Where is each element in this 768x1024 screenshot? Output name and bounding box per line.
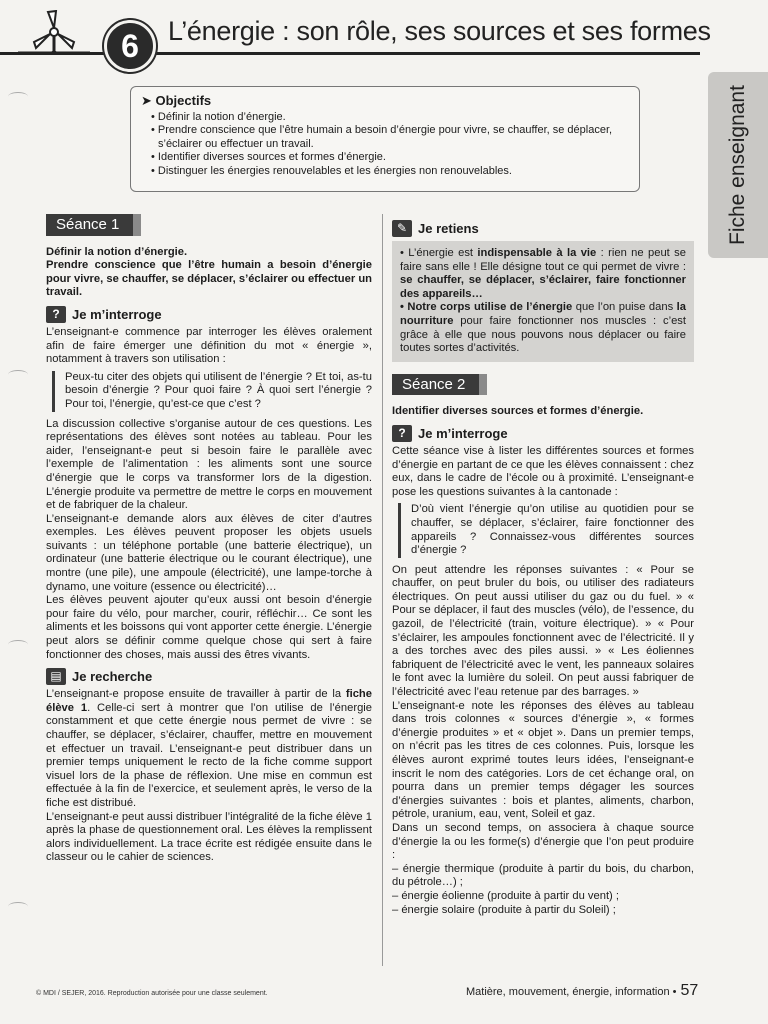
question-icon: ? [392,425,412,442]
paragraph: L’enseignant-e peut aussi distribuer l’intégralité de la fiche élève 1 après la phase de questionnement oral. Les élèves la remplissent alors individuellement. La trace écrite est rédigée ensuite dans le classeur ou le cahier de sciences. [46,810,372,864]
page-footer [466,982,698,1000]
list-item: – énergie solaire (produite à partir du Soleil) ; [392,903,616,916]
page-title: L’énergie : son rôle, ses sources et ses formes [168,16,711,46]
paragraph: L’enseignant-e commence par interroger les élèves oralement afin de faire émerger une définition du mot « énergie », notamment à travers son utilisation : [46,325,372,366]
section-heading [392,425,694,442]
objectif-item: • Identifier diverses sources et formes d’énergie. [151,151,629,164]
column-divider [382,214,383,966]
je-retiens-box [392,241,694,362]
page-number: 57 [680,982,699,999]
copyright-notice: © MDI / SEJER, 2016. Reproduction autorisée pour une classe seulement. [36,990,268,997]
section-heading-label: Je m’interroge [72,306,162,322]
section-heading [46,668,372,685]
right-column [392,214,694,917]
quote-block: D’où vient l’énergie qu’on utilise au quotidien pour se chauffer, se déplacer, s’éclairer, faire fonctionner des appareils ? Connaissez-vous différentes sources d’énergie ? [398,503,694,557]
paragraph: La discussion collective s’organise autour de ces questions. Les représentations des élèves sont notées au tableau. Pour les aider, l’enseignant-e peut si besoin faire le parallèle avec l’exemple de l’alimentation : les aliments sont une source d’énergie que le corps va transformer lors de la digestion. L’énergie produite va permettre de mettre le corps en mouvement et de fabriquer de la chaleur. [46,417,372,512]
paragraph: On peut attendre les réponses suivantes : « Pour se chauffer, on peut bruler du bois, ou utiliser des radiateurs électriques. On peut aussi utiliser du gaz ou du fuel. » « Pour se déplacer, il faut des muscles (vélo), de l’essence, du gazoil, de l’électricité (train, voiture électrique). » « Pour s’éclairer, les ampoules fonctionnent avec de l’électricité. Il y a des torches avec des piles aussi. » « Les éoliennes fabriquent de l’électricité avec le vent, les panneaux solaires le font avec la lumière du soleil. On peut aussi fabriquer de l’électricité avec l’eau retenue par des barrages. » [392,563,694,699]
section-heading-label: Je m’interroge [418,425,508,441]
paragraph: Cette séance vise à lister les différentes sources et formes d’énergie en partant de ce que les élèves connaissent : chez eux, dans le cadre de l’école ou à proximité. L’enseignant-e pose les questions suivantes à la cantonade : [392,444,694,498]
punch-hole-mark [8,370,28,379]
section-heading-label: Je retiens [418,220,479,236]
pencil-icon: ✎ [392,220,412,237]
objectif-item: • Distinguer les énergies renouvelables et les énergies non renouvelables. [151,165,629,178]
objectifs-list [141,111,629,178]
seance-2-label: Séance 2 [392,374,479,396]
seance-2-goal: Identifier diverses sources et formes d’énergie. [392,405,644,418]
chapter-number-badge: 6 [104,20,156,72]
objectifs-heading: ➤ Objectifs [141,93,212,108]
paragraph: L’enseignant-e propose ensuite de travailler à partir de la fiche élève 1. Celle-ci sert à montrer que l’on utilise de l’énergie constamment et que cette énergie nous permet de vivre : se chauffer, se déplacer, s’éclairer, chauffer, mettre en mouvement et effectuer un travail. L’enseignant-e peut distribuer dans un premier temps uniquement le recto de la fiche comme support visuel lors de la phase de réflexion. Une mise en commun est effectuée à la fin de l’exercice, et seulement après, le verso de la fiche est distribué. [46,688,373,809]
paragraph: Dans un second temps, on associera à chaque source d’énergie la ou les forme(s) d’énergie que l’on peut produire : [392,821,694,862]
book-icon: ▤ [46,668,66,685]
seance-1-label: Séance 1 [46,214,133,236]
section-heading-label: Je recherche [72,668,153,684]
section-heading [46,306,372,323]
objectif-item: • Prendre conscience que l’être humain a besoin d’énergie pour vivre, se chauffer, se déplacer, s’éclairer ou effectuer un travail. [151,124,629,151]
left-column [46,214,372,865]
punch-hole-mark [8,92,28,101]
objectif-item: • Définir la notion d’énergie. [151,111,629,124]
list-item: – énergie éolienne (produite à partir du vent) ; [392,889,620,902]
seance-1-goal: Définir la notion d’énergie. [46,245,188,258]
side-tab-label: Fiche enseignant [726,85,749,245]
objectifs-box [130,86,640,192]
paragraph: L’enseignant-e note les réponses des élèves au tableau dans trois colonnes « sources d’énergie », « formes d’énergie produites » et « objet ». Dans un premier temps, on n’écrit pas les titres de ces colonnes. Puis, lorsque les élèves auront exprimé toutes leurs idées, l’enseignant-e inscrit le nom des catégories. Lors de cet échange oral, on pourra dans un premier temps dégager les sources d’énergies suivantes : bois et plantes, aliments, charbon, pétrole, uranium, eau, vent, Soleil et gaz. [392,699,694,821]
punch-hole-mark [8,640,28,649]
running-title: Matière, mouvement, énergie, information • [466,986,677,998]
question-icon: ? [46,306,66,323]
section-heading [392,220,694,237]
seance-1-goal: Prendre conscience que l’être humain a besoin d’énergie pour vivre, se chauffer, se déplacer, s’éclairer ou effectuer un travail. [46,259,372,299]
paragraph: Les élèves peuvent ajouter qu’eux aussi ont besoin d’énergie pour faire du vélo, pour marcher, courir, réfléchir… Ce sont les aliments et les boissons qui vont apporter cette énergie. L’énergie peut alors se définir comme quelque chose qui sert à faire fonctionner des choses, mais aussi des êtres vivants. [46,594,372,661]
key-point: • L’énergie est indispensable à la vie : rien ne peut se faire sans elle ! Elle désigne tout ce qui permet de vivre : se chauffer, se déplacer, s’éclairer, faire fonctionner des appareils… [400,247,686,300]
key-point: • Notre corps utilise de l’énergie que l’on puise dans la nourriture pour faire fonctionner nos muscles : c’est grâce à elle que nous pouvons nous déplacer ou faire toutes sortes d’activités. [400,301,686,355]
list-item: – énergie thermique (produite à partir du bois, du charbon, du pétrole…) ; [392,862,694,889]
punch-hole-mark [8,902,28,911]
paragraph: L’enseignant-e demande alors aux élèves de citer d’autres exemples. Les élèves peuvent proposer les objets usuels suivants : un téléphone portable (une batterie électrique), un ordinateur (une batterie électrique ou le courant électrique), une montre (une pile), une ampoule (électricité), une lampe-torche à dynamo, une voiture (essence ou électricité)… [46,512,372,593]
page-header [0,0,768,80]
quote-block: Peux-tu citer des objets qui utilisent de l’énergie ? Et toi, as-tu besoin d’énergie ? Pour quoi faire ? À quoi sert l’énergie ? Pour toi, l’énergie, qu’est-ce que c’est ? [52,371,372,412]
